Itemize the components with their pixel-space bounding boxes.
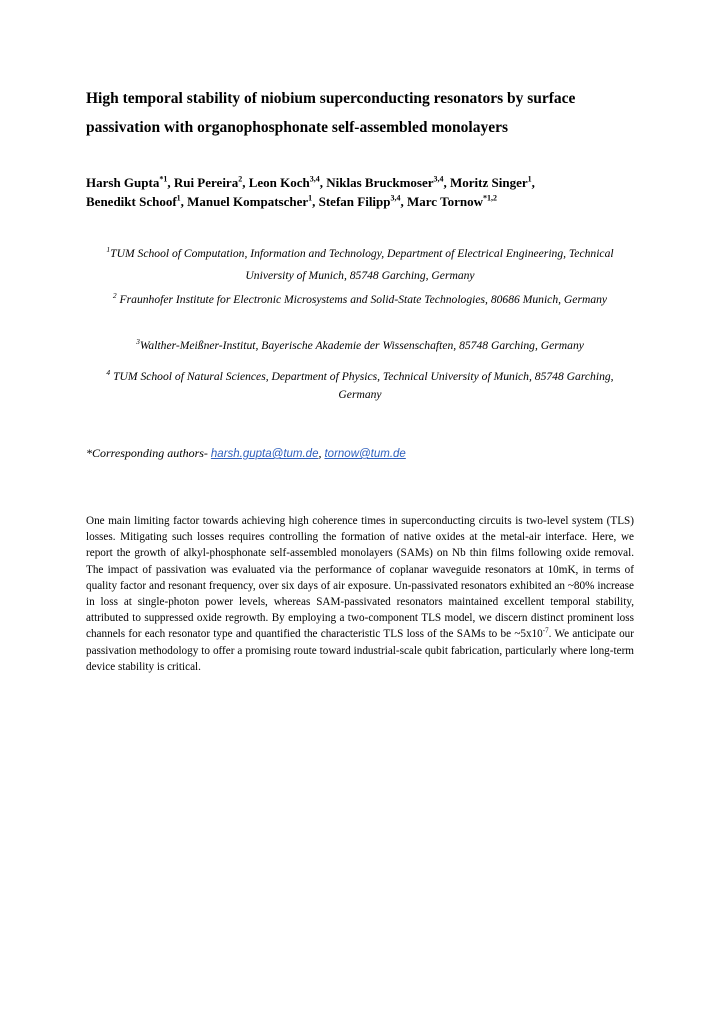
corresponding-authors xyxy=(86,446,646,461)
affiliation-mark: 1 xyxy=(106,245,111,255)
email-link-gupta[interactable]: harsh.gupta@tum.de xyxy=(210,448,319,460)
author-separator: , xyxy=(167,175,174,190)
affiliation-text: Fraunhofer Institute for Electronic Microsystems and Solid-State Technologies, 80686 Munich, Germany xyxy=(116,293,608,306)
affiliation-mark: 2 xyxy=(112,291,117,301)
author-separator: , xyxy=(180,194,188,209)
author-name: Marc Tornow xyxy=(407,194,483,209)
affiliation-3 xyxy=(86,335,634,357)
email-separator: , xyxy=(318,446,325,460)
affiliation-text: TUM School of Computation, Information and Technology, Department of Electrical Engineering, Technical University of Munich, 85748 Garching, Germany xyxy=(110,247,614,282)
author-name: Manuel Kompatscher xyxy=(187,194,309,209)
abstract-exponent: -7 xyxy=(542,626,549,635)
author-name: Stefan Filipp xyxy=(318,194,391,209)
author-affiliation-mark: 3,4 xyxy=(390,193,401,203)
author-affiliation-mark: *1,2 xyxy=(482,193,497,203)
author-name: Rui Pereira xyxy=(173,175,239,190)
author-separator: , xyxy=(443,175,451,190)
author-affiliation-mark: 3,4 xyxy=(309,174,320,184)
abstract-paragraph xyxy=(86,513,634,675)
author-affiliation-mark: 1 xyxy=(308,193,313,203)
author-separator: , xyxy=(242,175,249,190)
author-list xyxy=(86,173,646,211)
abstract-text-part1: One main limiting factor towards achieving high coherence times in superconducting circuits is two-level system (TLS) losses. Mitigating such losses requires controlling the formation of native oxides at the metal-air interface. Here, we report the growth of alkyl-phosphonate self-assembled monolayers (SAMs) on Nb thin films following oxide removal. The impact of passivation was evaluated via the performance of coplanar waveguide resonators at 10mK, in terms of quality factor and resonant frequency, over six days of air exposure. Un-passivated resonators exhibited an ~80% increase in loss at single-photon power levels, whereas SAM-passivated resonators maintained excellent temporal stability, attributed to suppressed oxide regrowth. By employing a two-component TLS model, we discern distinct prominent loss channels for each resonator type and quantified the characteristic TLS loss of the SAMs to be ~5x10 xyxy=(86,515,634,641)
corresponding-label: *Corresponding authors- xyxy=(86,446,211,460)
affiliation-2 xyxy=(86,289,634,311)
author-affiliation-mark: 1 xyxy=(527,174,532,184)
author-separator: , xyxy=(400,194,407,209)
email-link-tornow[interactable]: tornow@tum.de xyxy=(324,448,406,460)
affiliation-mark: 3 xyxy=(136,337,140,347)
author-affiliation-mark: *1 xyxy=(159,174,168,184)
author-separator: , xyxy=(531,175,535,190)
author-separator: , xyxy=(312,194,319,209)
author-affiliation-mark: 2 xyxy=(238,174,243,184)
author-name: Niklas Bruckmoser xyxy=(326,175,434,190)
author-name: Benedikt Schoof xyxy=(86,194,177,209)
author-name: Leon Koch xyxy=(248,175,310,190)
author-affiliation-mark: 1 xyxy=(176,193,181,203)
author-affiliation-mark: 3,4 xyxy=(433,174,444,184)
affiliation-text: TUM School of Natural Sciences, Department of Physics, Technical University of Munich, 85748 Garching, Germany xyxy=(110,370,614,401)
author-separator: , xyxy=(319,175,327,190)
author-name: Moritz Singer xyxy=(450,175,528,190)
author-name: Harsh Gupta xyxy=(86,175,160,190)
paper-title: High temporal stability of niobium superconducting resonators by surface passivation with organophosphonate self-assembled monolayers xyxy=(86,90,576,136)
abstract-text-part2: . We anticipate our passivation methodology to offer a promising route toward industrial-scale qubit fabrication, particularly where long-term device stability is critical. xyxy=(86,628,634,673)
affiliation-text: Walther-Meißner-Institut, Bayerische Akademie der Wissenschaften, 85748 Garching, Germany xyxy=(139,339,584,352)
affiliation-4 xyxy=(86,368,634,404)
affiliation-mark: 4 xyxy=(106,368,111,378)
affiliation-1 xyxy=(86,243,634,287)
